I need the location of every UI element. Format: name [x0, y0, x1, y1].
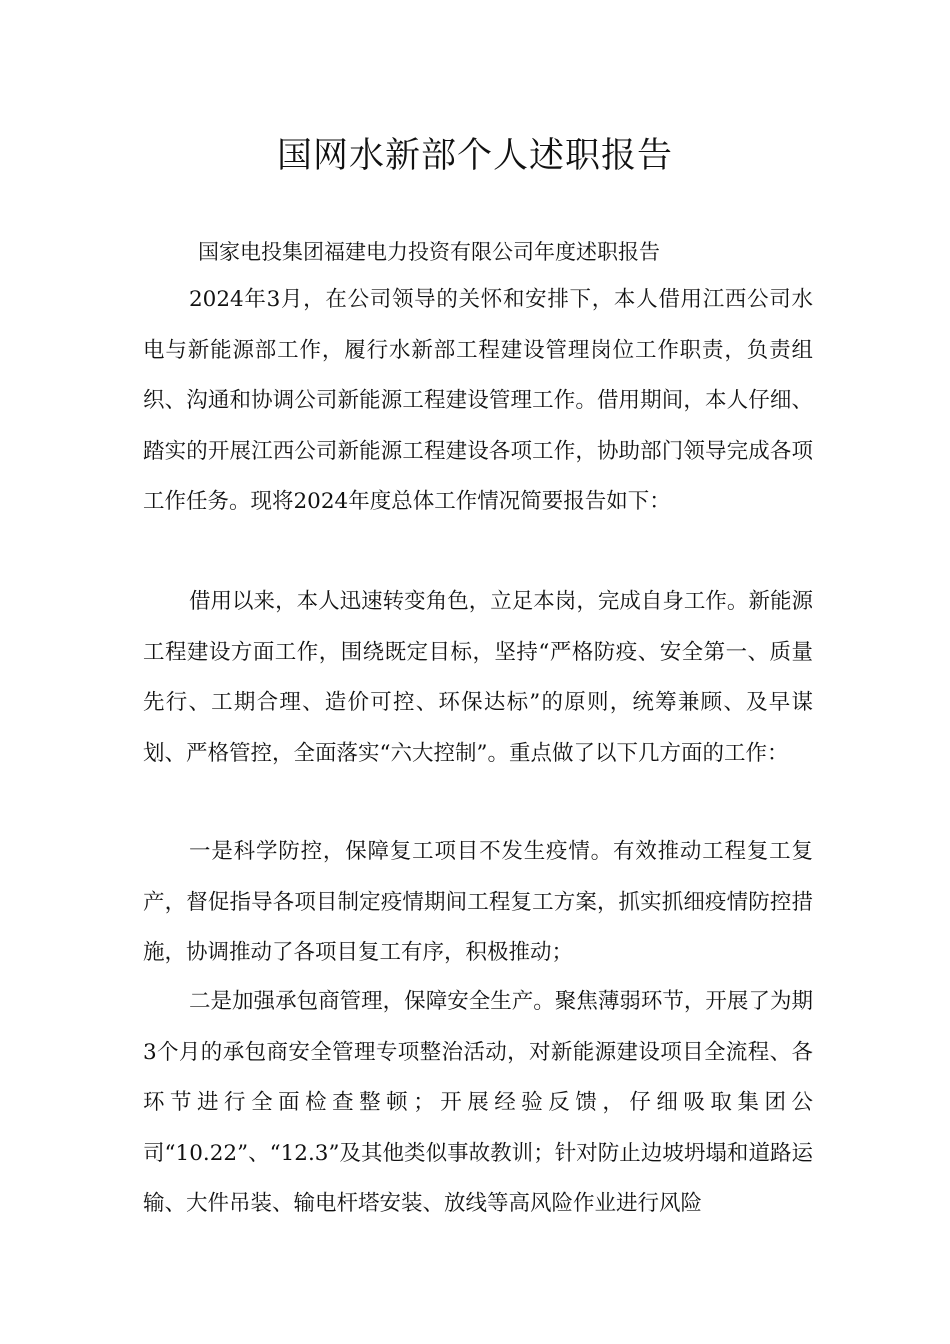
- paragraph-point-one: 一是科学防控，保障复工项目不发生疫情。有效推动工程复工复产，督促指导各项目制定疫情期间工程复工方案，抓实抓细疫情防控措施，协调推动了各项目复工有序，积极推动；: [143, 839, 813, 965]
- document-title: 国网水新部个人述职报告: [276, 136, 673, 176]
- paragraph-intro: 2024年3月，在公司领导的关怀和安排下，本人借用江西公司水电与新能源部工作，履行水新部工程建设管理岗位工作职责，负责组织、沟通和协调公司新能源工程建设管理工作。借用期间，本人仔细、踏实的开展江西公司新能源工程建设各项工作，协助部门领导完成各项工作任务。现将2024年度总体工作情况简要报告如下：: [143, 287, 813, 514]
- paragraph-overview: 借用以来，本人迅速转变角色，立足本岗，完成自身工作。新能源工程建设方面工作，围绕既定目标，坚持“严格防疫、安全第一、质量先行、工期合理、造价可控、环保达标”的原则，统筹兼顾、及早谋划、严格管控，全面落实“六大控制”。重点做了以下几方面的工作：: [143, 589, 813, 766]
- paragraph-point-two: 二是加强承包商管理，保障安全生产。聚焦薄弱环节，开展了为期3个月的承包商安全管理专项整治活动，对新能源建设项目全流程、各环节进行全面检查整顿；开展经验反馈，仔细吸取集团公司“10.22”、“12.3”及其他类似事故教训；针对防止边坡坍塌和道路运输、大件吊装、输电杆塔安装、放线等高风险作业进行风险: [143, 989, 813, 1216]
- document-subtitle: 国家电投集团福建电力投资有限公司年度述职报告: [198, 240, 660, 264]
